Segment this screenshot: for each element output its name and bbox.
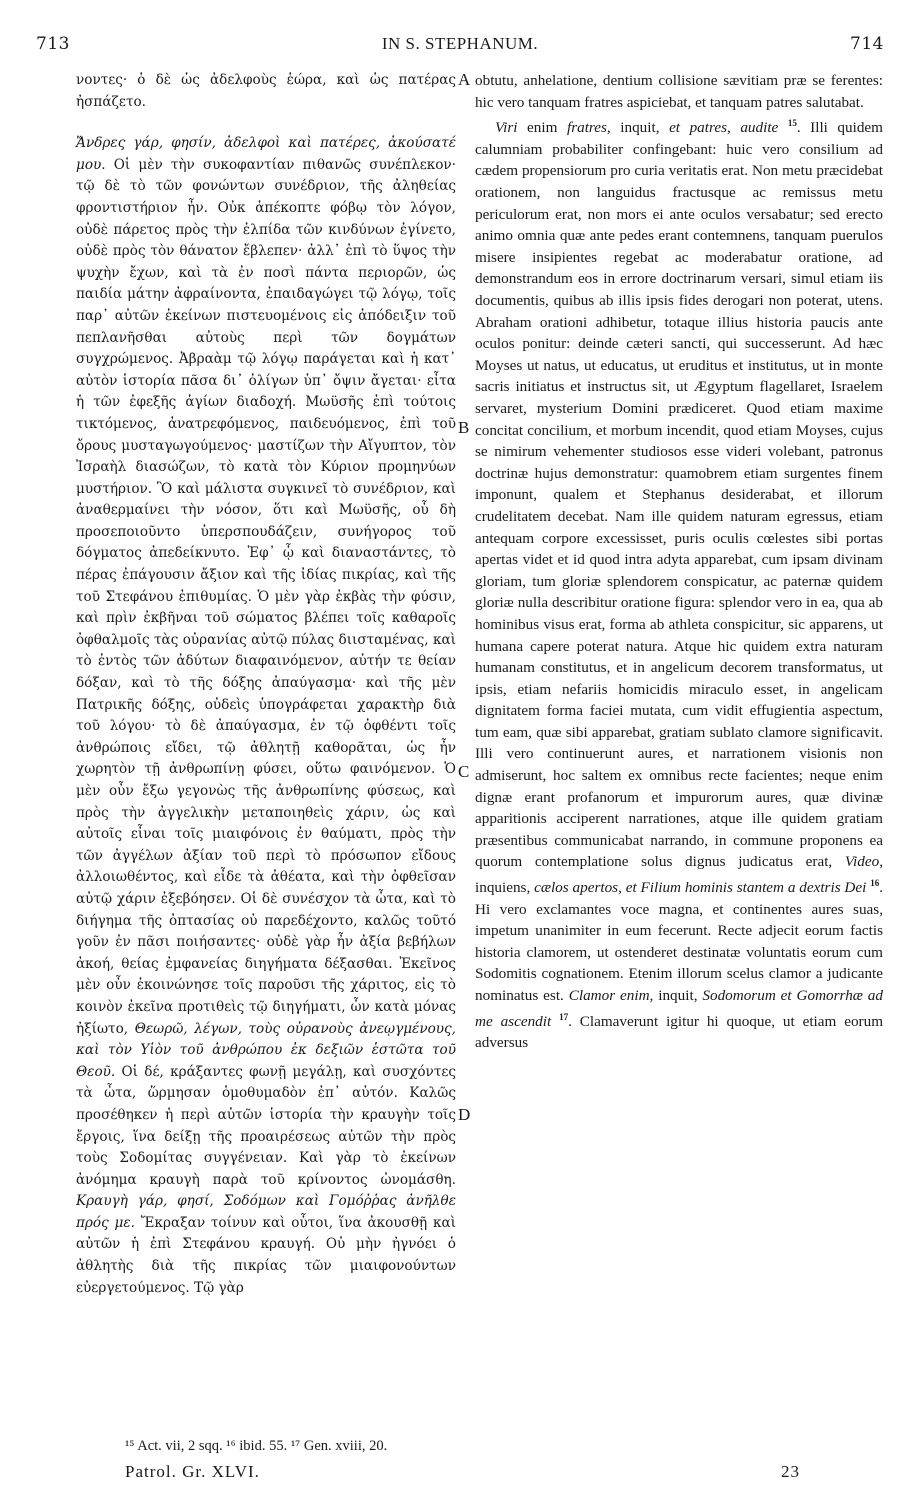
greek-text-c: Ἔκραξαν τοίνυν καὶ οὗτοι, ἵνα ἀκουσθῇ καὶ αὐτῶν ἡ ἐπὶ Στεφάνου κραυγή. Οὐ μὴν ἠγνόει ὁ ἀθλητὴς διὰ τῆς πικρίας τῶν μιαιφονούντων εὐεργετούμενος. Τῷ γὰρ <box>76 1214 457 1296</box>
signature-number: 23 <box>781 1462 800 1481</box>
latin-text-c: . Hi vero exclamantes voce magna, et continentes aures suas, impetum unanimiter in eum fecerunt. Recte adjecit eorum factis historia clamorem, ut ostenderet destinatæ voluntatis eorum cum Sodomitis cognationem. Etenim illorum scelus clamor a judicante nominatus est. <box>475 879 883 1005</box>
greek-column <box>76 70 456 1299</box>
latin-lead-2: enim <box>517 119 567 137</box>
latin-text-a: . Illi quidem calumniam probabiliter confingebant: huic vero consilium ad cædem propensiorum pro curia veritatis erat. Non metu præcidebat orationem, non languidus fractusque ac remissus metu periculorum erat, non mors ei ante oculos versabatur; sed erecto animo omnia quæ ante pedes erant contemnens, tanquam puerulos misere insipientes regebat ac moderabatur oratione, ad demonstrandum eos in errore doctrinarum versari, simul etiam iis documentis, quibus ab illis ipsis fides derogari non poterat, utens. Abraham orationi adhibetur, totaque illius historia paucis ante oculos ponitur: deinde cæteri sancti, qui successerunt. Ad hæc Moyses ut natus, ut educatus, ut eruditus et institutus, ut in monte sacris initiatus et instructus sit, ut Ægyptum flagellaret, Israelem servaret, mysterium Domini prædiceret. Quod etiam maxime concitat concilium, et morbum incendit, quod etiam Moyses, cujus se nimirum vehementer studiosos esse videri volebant, patronus doctrinæ hujus demonstratur: quamobrem etiam surgentes finem imponunt, qualem et Stephanus desiderabat, et illorum crudelitatem decebat. Nam ille quidem naturam egressus, etiam antequam corpore excessisset, puris oculis cœlestes sibi portas apertas videt et id quod intra adyta apparebat, cum ipsam divinam gloriam, tum gloriæ splendorem conspicatur, ac paternæ quidem gloriæ nulla describitur oratione figura: splendor vero in ea, qua ab hominibus visus erat, forma ab athleta conspicitur, sic apparens, ut humana capere poterat natura. Atque hic quidem extra naturam humanam constitutus, et in angelicum decorem transformatus, ut ipsis, etiam nefariis homicidis miraculo esset, in angelicam dignitatem forma faciei mutata, cum vidit effugientia aspectum, tum eam, quæ sibi apparebat, gratiam sublato clamore significavit. Illi vero continuerunt aures, et narrationem visionis non admiserunt, hoc saltem ex omnibus recte facientes; neque enim dignæ erant profanorum et impurorum aures, quæ divinæ apparitionis acciperent narrationes, atque ille quidem gratiam præsentibus communicabat narrando, in commune proponens ea quorum contemplatione solus dignus judicatus erat, <box>475 119 883 871</box>
latin-text-d: inquit, <box>653 987 703 1005</box>
footnotes: ¹⁵ Act. vii, 2 sqq. ¹⁶ ibid. 55. ¹⁷ Gen. xviii, 20. <box>125 1438 388 1454</box>
latin-quote-1: Video, <box>844 853 883 871</box>
greek-paragraph-1: νοντες· ὁ δὲ ὡς ἀδελφοὺς ἑώρα, καὶ ὡς πατέρας ἠσπάζετο. <box>76 72 456 110</box>
margin-letter-d: D <box>458 1105 471 1124</box>
page-footer <box>125 1462 800 1482</box>
series-signature: Patrol. Gr. XLVI. <box>125 1462 260 1481</box>
page-number-left: 713 <box>36 34 70 54</box>
latin-quote-2: Clamor enim, <box>568 987 654 1005</box>
greek-text-b: Οἱ δέ, κράξαντες φωνῇ μεγάλῃ, καὶ συσχόντες τὰ ὦτα, ὥρμησαν ὁμοθυμαδὸν ἐπ᾽ αὐτόν. Καλῶς προσέθηκεν ἡ περὶ αὐτῶν ἱστορία τὴν κραυγὴν τοῖς ἔργοις, ἵνα δείξῃ τῆς προαιρέσεως αὐτῶν τὴν πρὸς τοὺς Σοδομίτας συγγένειαν. Καὶ γὰρ τὸ ἐκείνων ἀνόμημα κραυγὴ παρὰ τοῦ κρίνοντος ὠνομάσθη. <box>76 1063 456 1188</box>
latin-paragraph-2 <box>475 113 883 1054</box>
latin-text-b: inquiens, <box>475 879 535 897</box>
latin-lead-3: fratres, <box>566 119 611 137</box>
latin-lead-1: Viri <box>495 119 518 137</box>
latin-text-e: . Clamaverunt igitur hi quoque, ut etiam eorum adversus <box>475 1012 884 1052</box>
margin-letter-c: C <box>458 762 470 781</box>
greek-quote-2: Κραυγὴ γάρ, φησί, Σοδόμων καὶ Γομόῤῥας ἀνῆλθε πρός με. <box>76 1193 456 1231</box>
margin-letter-b: B <box>458 418 470 437</box>
margin-letter-a: A <box>458 70 471 89</box>
greek-lead-quote: Ἄνδρες γάρ, φησίν, ἀδελφοὶ καὶ πατέρες, ἀκούσατέ μου. <box>76 135 456 173</box>
footnote-ref-15: 15 <box>787 118 797 129</box>
latin-lead-4: inquit, <box>610 119 670 137</box>
greek-paragraph-2 <box>76 133 456 1299</box>
latin-column <box>475 70 883 1054</box>
greek-quote-1: Θεωρῶ, λέγων, τοὺς οὐρανοὺς ἀνεῳγμένους, καὶ τὸν Υἱὸν τοῦ ἀνθρώπου ἐκ δεξιῶν ἑστῶτα τοῦ Θεοῦ. <box>76 1020 456 1080</box>
latin-quote-2b: Sodomorum et Gomorrhæ ad me ascendit <box>475 987 883 1030</box>
running-header <box>36 34 884 56</box>
footnote-ref-16: 16 <box>870 878 880 889</box>
latin-lead-5: et patres, audite <box>669 119 779 137</box>
greek-text-a: Οἱ μὲν τὴν συκοφαντίαν πιθανῶς συνέπλεκον· τῷ δὲ τὸ τῶν φονώντων συνέδριον, τῆς ἀληθείας φροντιστήριον ἦν. Οὐκ ἀπέκοπτε φόβῳ τὸν λόγον, οὐδὲ πάρετος πρὸς τὴν ἐλπίδα τῶν κινδύνων ἐγίνετο, οὐδὲ πρὸς τὸν θάνατον ἔβλεπεν· ἀλλ᾽ ἐπὶ τὸ ὕψος τὴν ψυχὴν ἔχων, καὶ τὰ ἐν ποσὶ πάντα περιορῶν, ὡς παιδία μάτην ἀφραίνοντα, ἐπαιδαγώγει τῷ λόγῳ, τοῖς παρ᾽ αὐτῶν ἐκείνων πιστευομένοις εἰς ἀπόδειξιν τοῦ πεπλανῆσθαι αὐτοὺς περὶ τῶν δογμάτων συγχρώμενος. Ἀβραὰμ τῷ λόγῳ παράγεται καὶ ἡ κατ᾽ αὐτὸν ἱστορία πᾶσα δι᾽ ὀλίγων ὑπ᾽ ὄψιν ἄγεται· εἶτα ἡ τῶν ἐφεξῆς ἁγίων διαδοχή. Μωϋσῆς ἐπὶ τούτοις τικτόμενος, ἀνατρεφόμενος, παιδευόμενος, ἐπὶ τοῦ ὄρους μυσταγωγούμενος· μαστίζων τὴν Αἴγυπτον, τὸν Ἰσραὴλ διασώζων, τὸ κατὰ τὸν Κύριον προμηνύων μυστήριον. Ὃ καὶ μάλιστα συγκινεῖ τὸ συνέδριον, καὶ ἀναθερμαίνει τὴν νόσον, ὅτι καὶ Μωϋσῆς, οὗ δὴ προσεποιοῦντο ὑπερσπουδάζειν, συνήγορος τοῦ δόγματος ἀπεδείκνυτο. Ἐφ᾽ ᾧ καὶ διαναστάντες, τὸ πέρας ἐπάγουσιν ἄξιον καὶ τῆς ἰδίας πικρίας, καὶ τῆς τοῦ Στεφάνου ἐπιθυμίας. Ὁ μὲν γὰρ ἐκβὰς τὴν φύσιν, καὶ πρὶν ἐκβῆναι τοῦ σώματος βλέπει τοῖς καθαροῖς ὀφθαλμοῖς τὰς οὐρανίας αὐτῷ πύλας διισταμένας, καὶ τὸ ἐντὸς τῶν ἀδύτων διαφαινόμενον, αὐτήν τε θείαν δόξαν, καὶ τὸ τῆς δόξης ἀπαύγασμα· καὶ τῆς μὲν Πατρικῆς δόξης, οὐδεὶς ὑπογράφεται χαρακτὴρ διὰ τοῦ λόγου· τὸ δὲ ἀπαύγασμα, ἐν τῷ ὀφθέντι τοῖς ἀνθρώποις εἴδει, τῷ ἀθλητῇ καθορᾶται, ὡς ἦν χωρητὸν τῇ ἀνθρωπίνῃ φύσει, οὕτω φαινόμενον. Ὁ μὲν οὖν ἔξω γεγονὼς τῆς ἀνθρωπίνης φύσεως, καὶ πρὸς τὴν ἀγγελικὴν μεταποιηθεὶς χάριν, ὡς καὶ αὐτοῖς εἶναι τοῖς μιαιφόνοις ἐν θαύματι, πρὸς τὴν τῶν ἀγγέλων ἀξίαν τοῦ περὶ τὸ πρόσωπον εἴδους ἀλλοιωθέντος, καὶ εἶδε τὰ ἀθέατα, καὶ τὴν ὀφθεῖσαν αὐτῷ χάριν ἐξεβόησεν. Οἱ δὲ συνέσχον τὰ ὦτα, καὶ τὸ διήγημα τῆς ὀπτασίας οὐ παρεδέχοντο, καλῶς τοῦτό γοῦν ἐν πᾶσι ποιήσαντες· οὐδὲ γὰρ ἦν ἀξία βεβήλων ἀκοή, θείας ἐμφανείας διηγήματα δέξασθαι. Ἐκεῖνος μὲν οὖν ἐκοινώνησε τοῖς παροῦσι τῆς χάριτος, εἰς τὸ κοινὸν ἐκεῖνα προτιθεὶς τῷ διηγήματι, ὧν κατὰ μόνας ἠξίωτο, <box>76 156 456 1037</box>
latin-quote-1b: cælos apertos, et Filium hominis stantem a dextris Dei <box>534 879 867 897</box>
page-number-right: 714 <box>850 34 884 54</box>
latin-paragraph-1: obtutu, anhelatione, dentium collisione sævitiam præ se ferentes: hic vero tanquam fratres aspiciebat, et tanquam patres salutabat. <box>475 72 883 111</box>
running-title: IN S. STEPHANUM. <box>381 34 539 53</box>
footnote-ref-17: 17 <box>559 1011 569 1022</box>
